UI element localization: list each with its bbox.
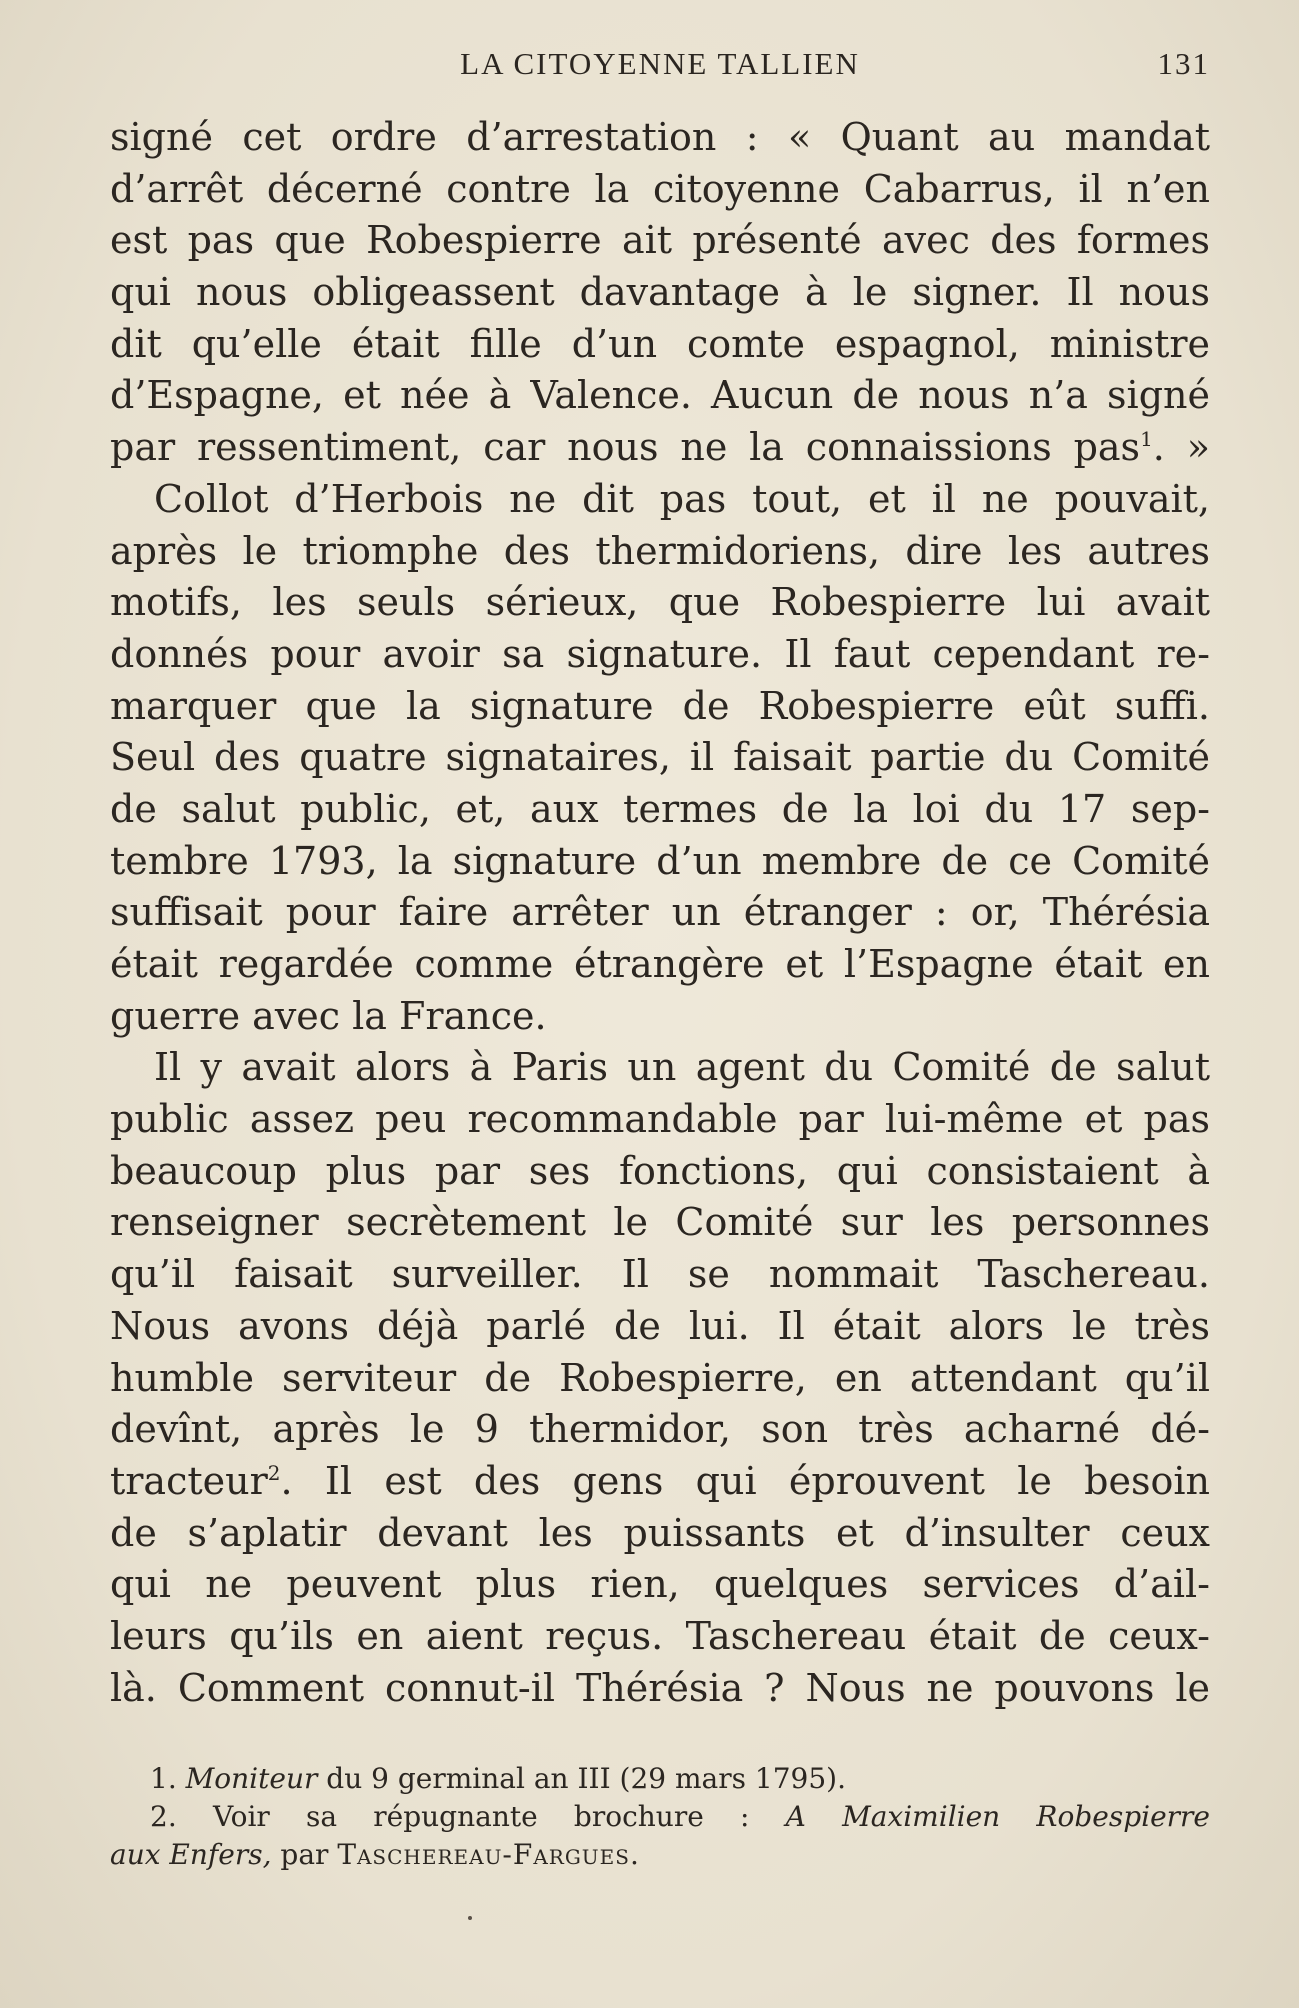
text-line: qu’il faisait surveiller. Il se nommait Taschereau.	[110, 1252, 1210, 1297]
text-line: de salut public, et, aux termes de la loi du 17 sep-	[110, 786, 1210, 831]
page-header	[110, 40, 1210, 90]
text-line: guerre avec la France.	[110, 993, 547, 1038]
text-line: renseigner secrètement le Comité sur les personnes	[110, 1200, 1210, 1245]
text-line: Il y avait alors à Paris un agent du Comité de salut	[154, 1045, 1210, 1090]
text-line: suffisait pour faire arrêter un étranger : or, Thérésia	[110, 890, 1210, 935]
text-line: qui nous obligeassent davantage à le signer. Il nous	[110, 270, 1210, 315]
text-line	[110, 1456, 1210, 1508]
text-line: était regardée comme étrangère et l’Espagne était en	[110, 942, 1210, 986]
text-line: signé cet ordre d’arrestation : « Quant au mandat	[110, 115, 1210, 159]
footnote-title: Moniteur	[185, 1762, 318, 1795]
footnote-text: du 9 germinal an III (29 mars 1795).	[326, 1762, 846, 1795]
text-line: public assez peu recommandable par lui-même et pas	[110, 1097, 1210, 1142]
text-line: donnés pour avoir sa signature. Il faut cependant re-	[110, 631, 1210, 676]
footnote-1	[110, 1760, 1210, 1798]
text-line: beaucoup plus par ses fonctions, qui consistaient à	[110, 1148, 1210, 1193]
text-line: motifs, les seuls sérieux, que Robespierre lui avait	[110, 580, 1210, 625]
quote-close: . »	[1152, 425, 1210, 470]
line-text: tracteur	[110, 1458, 268, 1503]
line-text: par ressentiment, car nous ne la connaissions pas	[110, 425, 1141, 470]
text-line: humble serviteur de Robespierre, en attendant qu’il	[110, 1355, 1210, 1400]
page-number: 131	[1157, 46, 1210, 81]
footnote-ref-2: 2	[267, 1460, 281, 1485]
text-line: Seul des quatre signataires, il faisait partie du Comité	[110, 735, 1210, 780]
text-line: là. Comment connut-il Thérésia ? Nous ne pouvons le	[110, 1665, 1210, 1710]
footnote-number: 2.	[150, 1800, 177, 1833]
footnote-title-cont: aux Enfers,	[110, 1838, 272, 1871]
footnote-author: Taschereau-Fargues.	[337, 1838, 640, 1871]
text-line: Nous avons déjà parlé de lui. Il était alors le très	[110, 1303, 1210, 1348]
text-line: leurs qu’ils en aient reçus. Taschereau était de ceux-	[110, 1613, 1210, 1658]
footnote-text: Voir sa répugnante brochure :	[212, 1800, 750, 1833]
text-line: qui ne peuvent plus rien, quelques services d’ail-	[110, 1562, 1210, 1607]
footnote-2	[110, 1798, 1210, 1836]
text-line: d’Espagne, et née à Valence. Aucun de nous n’a signé	[110, 373, 1210, 418]
footnote-ref-1: 1	[1140, 427, 1153, 452]
line-text-rest: . Il est des gens qui éprouvent le besoin	[280, 1458, 1210, 1503]
text-line: après le triomphe des thermidoriens, dire les autres	[110, 528, 1210, 573]
footnotes	[110, 1760, 1210, 1874]
text-line: d’arrêt décerné contre la citoyenne Cabarrus, il n’en	[110, 166, 1210, 211]
paper-speck	[468, 1916, 472, 1920]
text-line: marquer que la signature de Robespierre eût suffi.	[110, 683, 1210, 728]
text-line: est pas que Robespierre ait présenté avec des formes	[110, 218, 1210, 263]
text-line	[110, 422, 1210, 474]
text-line: Collot d’Herbois ne dit pas tout, et il ne pouvait,	[154, 476, 1210, 521]
body-text	[110, 112, 1210, 1714]
text-line: dit qu’elle était fille d’un comte espagnol, ministre	[110, 321, 1210, 366]
footnote-number: 1.	[150, 1762, 177, 1795]
text-line: tembre 1793, la signature d’un membre de ce Comité	[110, 838, 1210, 883]
footnote-by: par	[280, 1838, 329, 1871]
footnote-2-continued	[110, 1836, 1210, 1874]
text-line: de s’aplatir devant les puissants et d’insulter ceux	[110, 1510, 1210, 1555]
footnote-title: A Maximilien Robespierre	[785, 1800, 1211, 1833]
running-title: LA CITOYENNE TALLIEN	[460, 46, 860, 81]
text-line: devînt, après le 9 thermidor, son très acharné dé-	[110, 1407, 1210, 1452]
